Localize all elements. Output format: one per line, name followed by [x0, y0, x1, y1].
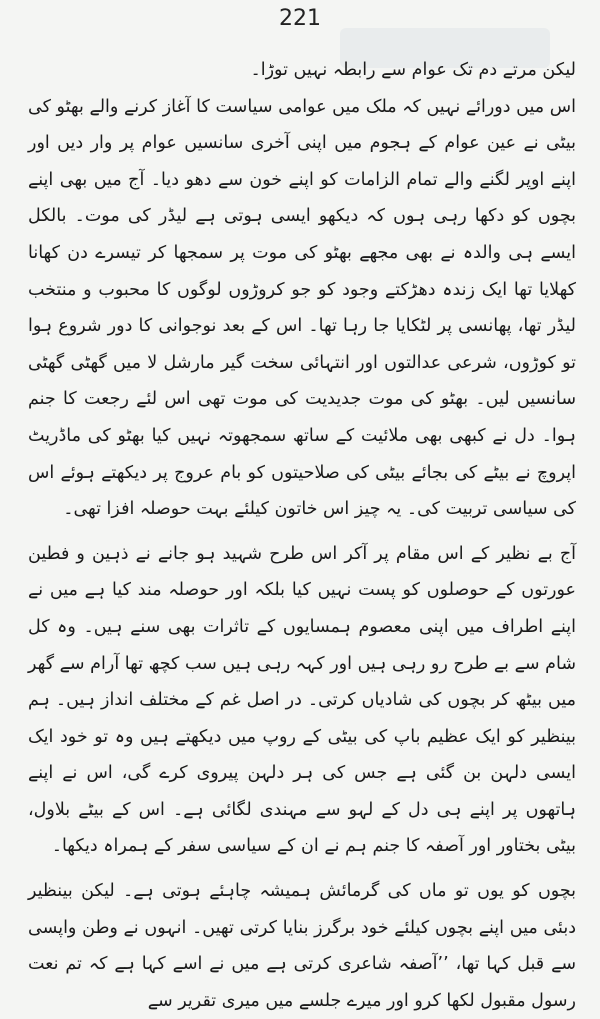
- paragraph: اس میں دورائے نہیں کہ ملک میں عوامی سیاست کا آغاز کرنے والے بھٹو کی بیٹی نے عین عوام کے ہجوم میں اپنی آخری سانسیں عوام پر وار دیں اور اپنے اوپر لگنے والے تمام الزامات کو اپنے خون سے دھو دیا۔ آج میں بھی اپنے بچوں کو دکھا رہی ہوں کہ دیکھو ایسی ہوتی ہے لیڈر کی موت۔ بالکل ایسے ہی والدہ نے بھی مجھے بھٹو کی موت پر سمجھا کر تیسرے دن کھانا کھلایا تھا ایک زندہ دھڑکتے وجود کو جو کروڑوں لوگوں کا محبوب و منتخب لیڈر تھا، پھانسی پر لٹکایا جا رہا تھا۔ اس کے بعد نوجوانی کا دور شروع ہوا تو کوڑوں، شرعی عدالتوں اور انتہائی سخت گیر مارشل لا میں گھٹی گھٹی سانسیں لیں۔ بھٹو کی موت جدیدیت کی موت تھی اس لئے رجعت کا جنم ہوا۔ دل نے کبھی بھی ملائیت کے ساتھ سمجھوتہ نہیں کیا بھٹو کی ماڈریٹ اپروچ نے بیٹے کی بجائے بیٹی کی صلاحیتوں کو بام عروج پر دیکھتے ہوئے اس کی سیاسی تربیت کی۔ یہ چیز اس خاتون کیلئے بہت حوصلہ افزا تھی۔: [28, 96, 576, 520]
- article-body: [28, 52, 576, 1019]
- page-number: 221: [279, 6, 321, 31]
- paragraph: بچوں کو یوں تو ماں کی گرمائش ہمیشہ چاہئے ہوتی ہے۔ لیکن بینظیر دبئی میں اپنے بچوں کیلئے خود برگرز بنایا کرتی تھیں۔ انہوں نے وطن واپسی سے قبل کہا تھا، ’’آصفہ شاعری کرتی ہے میں نے اسے کہا ہے کہ تم نعت رسول مقبول لکھا کرو اور میرے جلسے میں میری تقریر سے: [28, 881, 576, 1011]
- paragraph: آج بے نظیر کے اس مقام پر آکر اس طرح شہید ہو جانے نے ذہین و فطین عورتوں کے حوصلوں کو پست نہیں کیا بلکہ اور حوصلہ مند کیا ہے میں نے اپنے اطراف میں اپنی معصوم ہمسایوں کے تاثرات بھی سنے ہیں۔ وہ کل شام سے بے طرح رو رہی ہیں اور کہہ رہی ہیں سب کچھ تھا آرام سے گھر میں بیٹھ کر بچوں کی شادیاں کرتی۔ در اصل غم کے مختلف انداز ہیں۔ ہم بینظیر کو ایک عظیم باپ کی بیٹی کے روپ میں دیکھتے ہیں وہ تو خود ایک ایسی دلہن بن گئی ہے جس کی ہر دلہن پیروی کرے گی، اس نے اپنے ہاتھوں پر اپنے ہی دل کے لہو سے مہندی لگائی ہے۔ اس کے بیٹے بلاول، بیٹی بختاور اور آصفہ کا جنم ہم نے ان کے سیاسی سفر کے ہمراہ دیکھا۔: [28, 543, 576, 857]
- paragraph: لیکن مرتے دم تک عوام سے رابطہ نہیں توڑا۔: [250, 60, 576, 80]
